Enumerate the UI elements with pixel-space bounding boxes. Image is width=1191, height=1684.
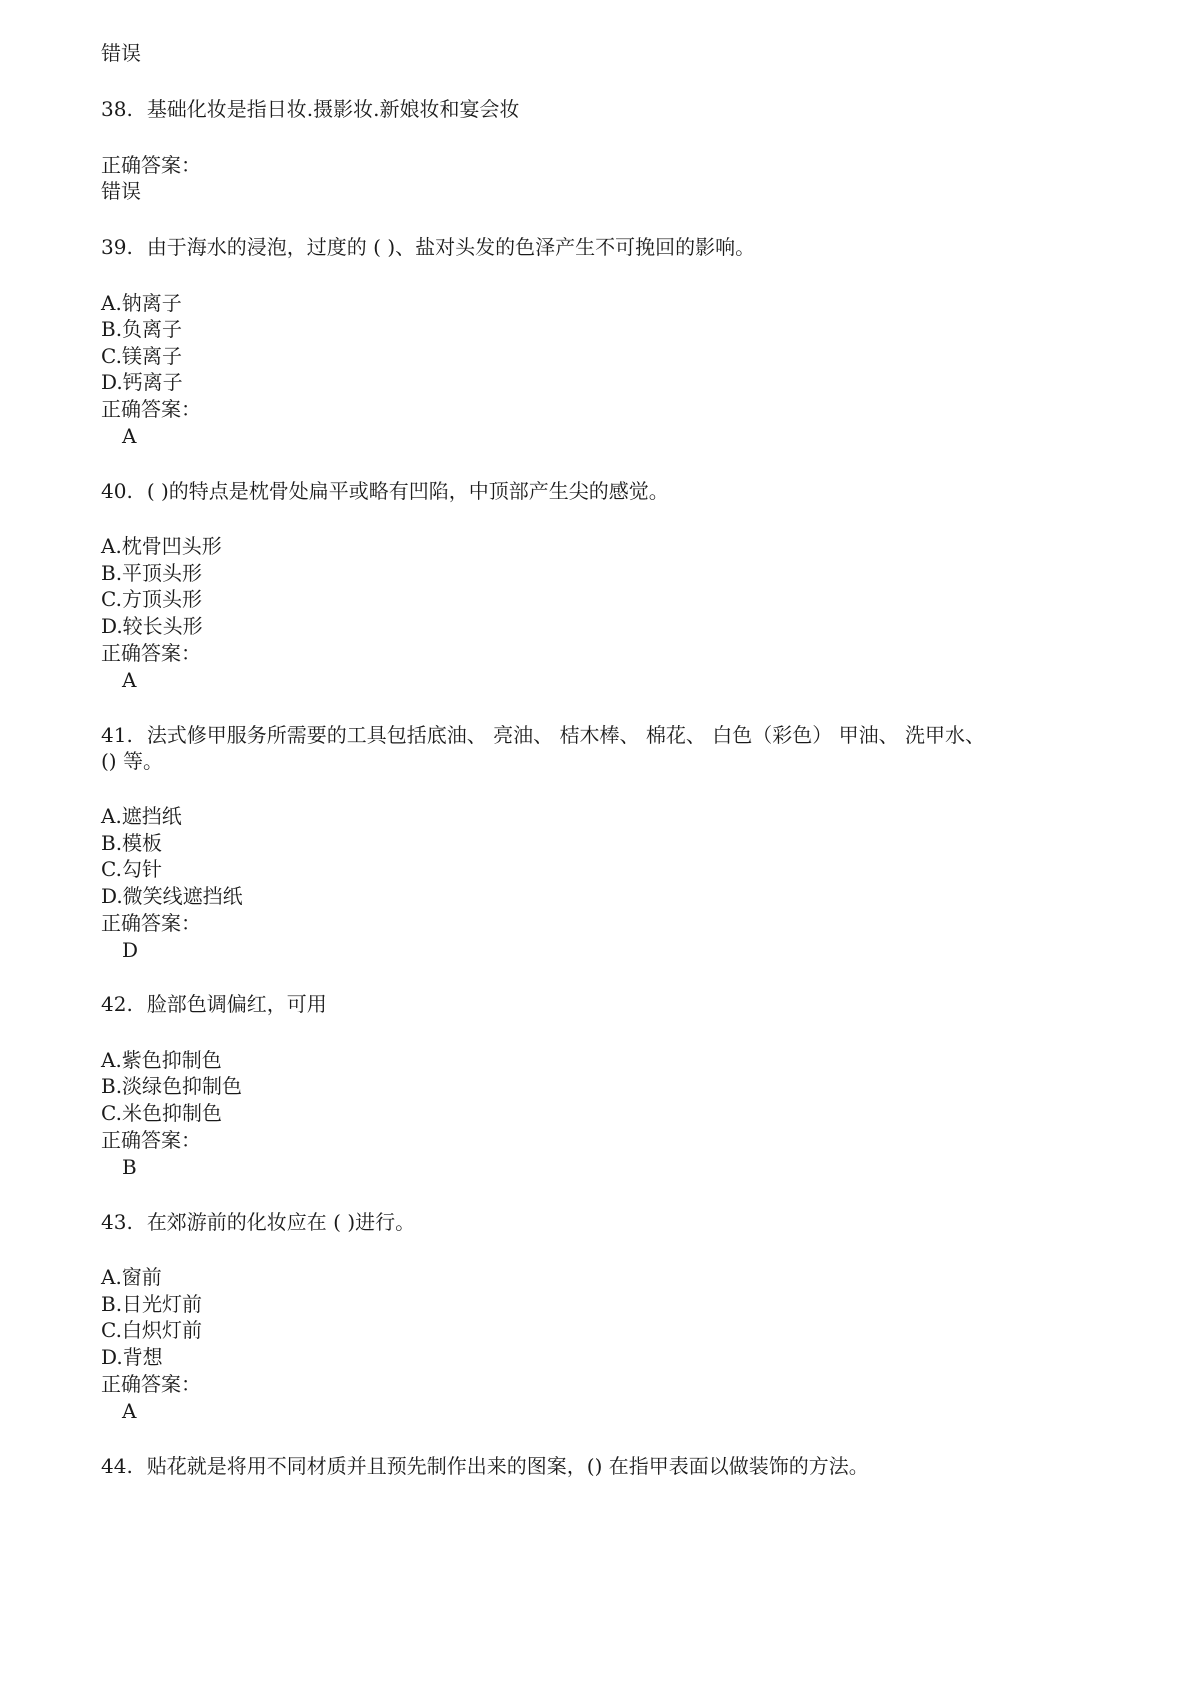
question-text: 贴花就是将用不同材质并且预先制作出来的图案，() 在指甲表面以做装饰的方法。 bbox=[146, 1454, 869, 1478]
question-text: 由于海水的浸泡，过度的 ( )、盐对头发的色泽产生不可挽回的影响。 bbox=[146, 235, 756, 259]
option-d: D.微笑线遮挡纸 bbox=[101, 884, 243, 908]
question-number: 40. bbox=[101, 479, 133, 503]
answer-label: 正确答案： bbox=[101, 641, 201, 665]
answer-value: A bbox=[122, 424, 137, 448]
question-text-continued: () 等。 bbox=[101, 749, 163, 773]
option-d: D.背想 bbox=[101, 1345, 163, 1369]
option-b: B.淡绿色抑制色 bbox=[101, 1074, 243, 1098]
answer-label: 正确答案： bbox=[101, 1128, 201, 1152]
question-39 bbox=[101, 234, 755, 260]
question-38 bbox=[101, 96, 520, 122]
answer-label: 正确答案： bbox=[101, 1372, 201, 1396]
option-c: C.方顶头形 bbox=[101, 587, 202, 611]
answer-label: 正确答案： bbox=[101, 911, 201, 935]
answer-value: 错误 bbox=[101, 179, 141, 203]
option-b: B.平顶头形 bbox=[101, 561, 203, 585]
option-c: C.米色抑制色 bbox=[101, 1101, 222, 1125]
answer-value: A bbox=[122, 668, 137, 692]
question-number: 38. bbox=[101, 97, 133, 121]
question-number: 44. bbox=[101, 1454, 133, 1478]
option-a: A.紫色抑制色 bbox=[101, 1048, 222, 1072]
answer-label: 正确答案： bbox=[101, 153, 201, 177]
question-number: 43. bbox=[101, 1210, 133, 1234]
answer-value: D bbox=[122, 938, 139, 962]
question-text: 基础化妆是指日妆.摄影妆.新娘妆和宴会妆 bbox=[146, 97, 520, 121]
question-43 bbox=[101, 1209, 415, 1235]
question-number: 42. bbox=[101, 992, 133, 1016]
answer-value: A bbox=[122, 1399, 137, 1423]
option-d: D.钙离子 bbox=[101, 370, 183, 394]
question-41 bbox=[101, 722, 985, 748]
question-text: 在郊游前的化妆应在 ( )进行。 bbox=[146, 1210, 416, 1234]
question-text: 脸部色调偏红，可用 bbox=[146, 992, 327, 1016]
option-b: B.日光灯前 bbox=[101, 1292, 203, 1316]
option-c: C.白炽灯前 bbox=[101, 1318, 202, 1342]
option-b: B.负离子 bbox=[101, 317, 183, 341]
option-b: B.模板 bbox=[101, 831, 163, 855]
question-number: 41. bbox=[101, 723, 133, 747]
option-a: A.遮挡纸 bbox=[101, 804, 182, 828]
question-44 bbox=[101, 1453, 869, 1479]
question-number: 39. bbox=[101, 235, 133, 259]
answer-value: B bbox=[122, 1155, 137, 1179]
previous-answer: 错误 bbox=[101, 41, 141, 65]
option-a: A.窗前 bbox=[101, 1265, 162, 1289]
option-a: A.钠离子 bbox=[101, 291, 182, 315]
question-40 bbox=[101, 478, 669, 504]
option-a: A.枕骨凹头形 bbox=[101, 534, 222, 558]
option-c: C.镁离子 bbox=[101, 344, 182, 368]
answer-label: 正确答案： bbox=[101, 397, 201, 421]
option-d: D.较长头形 bbox=[101, 614, 203, 638]
option-c: C.勾针 bbox=[101, 857, 162, 881]
question-text: ( )的特点是枕骨处扁平或略有凹陷，中顶部产生尖的感觉。 bbox=[146, 479, 669, 503]
question-text: 法式修甲服务所需要的工具包括底油、 亮油、 桔木棒、 棉花、 白色（彩色） 甲油、 洗甲水、 bbox=[146, 723, 985, 747]
question-42 bbox=[101, 991, 327, 1017]
